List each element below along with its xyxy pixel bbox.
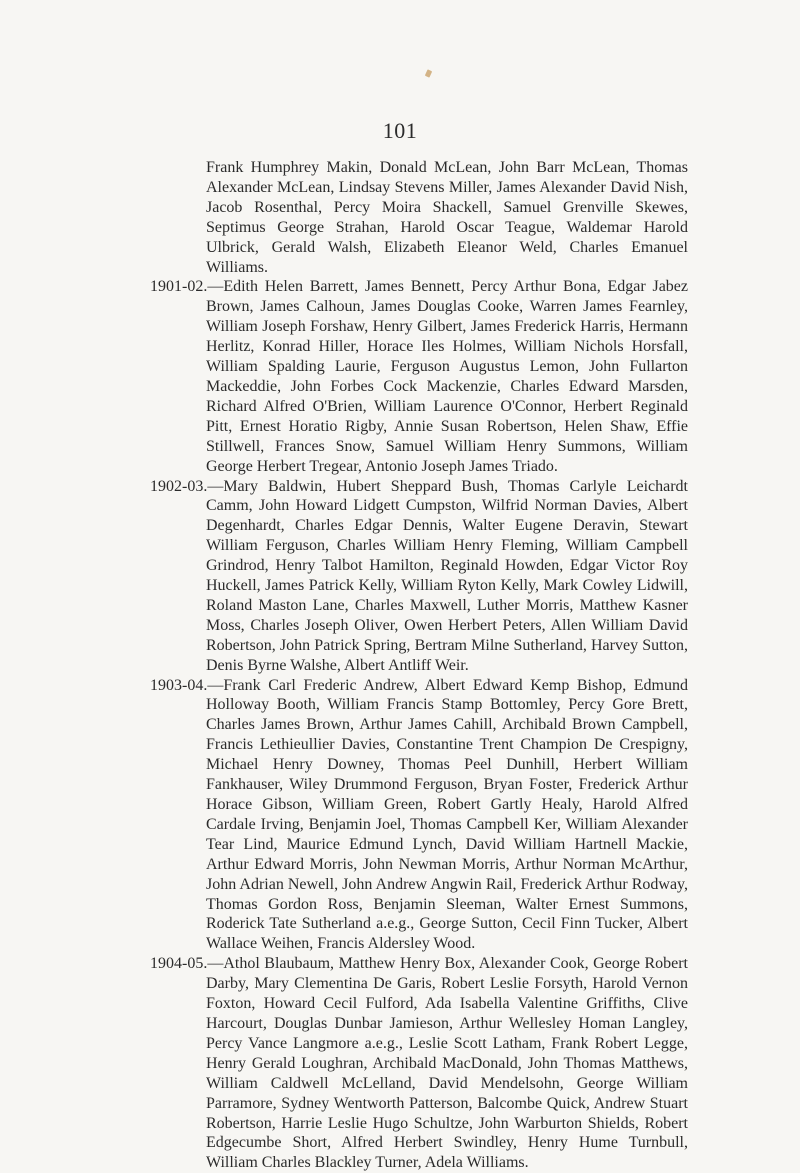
name-list <box>150 158 688 1173</box>
entry-names: —Mary Baldwin, Hubert Sheppard Bush, Thomas Carlyle Leichardt Camm, John Howard Lidgett Cumpston, Wilfrid Norman Davies, Albert Degenhardt, Charles Edgar Dennis, Walter Eugene Deravin, Stewart William Ferguson, Charles William Henry Fleming, William Campbell Grindrod, Henry Talbot Hamilton, Reginald Howden, Edgar Victor Roy Huckell, James Patrick Kelly, William Ryton Kelly, Mark Cowley Lidwill, Roland Maston Lane, Charles Maxwell, Luther Morris, Matthew Kasner Moss, Charles Joseph Oliver, Owen Herbert Peters, Allen William David Robertson, John Patrick Spring, Bertram Milne Sutherland, Harvey Sutton, Denis Byrne Walshe, Albert Antliff Weir. <box>206 477 688 674</box>
entry-1902-03 <box>150 477 688 676</box>
ink-mark <box>425 69 432 77</box>
entry-names: —Frank Carl Frederic Andrew, Albert Edward Kemp Bishop, Edmund Holloway Booth, William Francis Stamp Bottomley, Percy Gore Brett, Charles James Brown, Arthur James Cahill, Archibald Brown Campbell, Francis Lethieullier Davies, Constantine Trent Champion De Crespigny, Michael Henry Downey, Thomas Peel Dunhill, Herbert William Fankhauser, Wiley Drummond Ferguson, Bryan Foster, Frederick Arthur Horace Gibson, William Green, Robert Gartly Healy, Harold Alfred Cardale Irving, Benjamin Joel, Thomas Campbell Ker, William Alexander Tear Lind, Maurice Edmund Lynch, David William Hartnell Mackie, Arthur Edward Morris, John Newman Morris, Arthur Norman McArthur, John Adrian Newell, John Andrew Angwin Rail, Frederick Arthur Rodway, Thomas Gordon Ross, Benjamin Sleeman, Walter Ernest Summons, Roderick Tate Sutherland a.e.g., George Sutton, Cecil Finn Tucker, Albert Wallace Weihen, Francis Aldersley Wood. <box>206 676 688 953</box>
entry-year: 1904-05. <box>150 955 208 973</box>
entry-1903-04 <box>150 676 688 955</box>
entry-year: 1901-02. <box>150 278 208 296</box>
page-number: 101 <box>382 118 418 143</box>
entry-1904-05 <box>150 954 688 1173</box>
entry-year: 1902-03. <box>150 477 208 495</box>
entry-year: 1903-04. <box>150 676 208 694</box>
entry-names: —Athol Blaubaum, Matthew Henry Box, Alexander Cook, George Robert Darby, Mary Clementina De Garis, Robert Leslie Forsyth, Harold Vernon Foxton, Howard Cecil Fulford, Ada Isabella Valentine Griffiths, Clive Harcourt, Douglas Dunbar Jamieson, Arthur Wellesley Homan Langley, Percy Vance Langmore a.e.g., Leslie Scott Latham, Frank Robert Legge, Henry Gerald Loughran, Archibald MacDonald, John Thomas Matthews, William Caldwell McLelland, David Mendelsohn, George William Parramore, Sydney Wentworth Patterson, Balcombe Quick, Andrew Stuart Robertson, Harrie Leslie Hugo Schultze, John Warburton Shields, Robert Edgecumbe Short, Alfred Herbert Swindley, Henry Hume Turnbull, William Charles Blackley Turner, Adela Williams. <box>206 955 688 1172</box>
entry-1901-02 <box>150 277 688 476</box>
entry-names: —Edith Helen Barrett, James Bennett, Percy Arthur Bona, Edgar Jabez Brown, James Calhoun, James Douglas Cooke, Warren James Fearnley, William Joseph Forshaw, Henry Gilbert, James Frederick Harris, Hermann Herlitz, Konrad Hiller, Horace Iles Holmes, William Nichols Horsfall, William Spalding Laurie, Ferguson Augustus Lemon, John Fullarton Mackeddie, John Forbes Cock Mackenzie, Charles Edward Marsden, Richard Alfred O'Brien, William Laurence O'Connor, Herbert Reginald Pitt, Ernest Horatio Rigby, Annie Susan Robertson, Helen Shaw, Effie Stillwell, Frances Snow, Samuel William Henry Summons, William George Herbert Tregear, Antonio Joseph James Triado. <box>206 278 688 475</box>
continuation-paragraph: Frank Humphrey Makin, Donald McLean, John Barr McLean, Thomas Alexander McLean, Lindsay Stevens Miller, James Alexander David Nish, Jacob Rosenthal, Percy Moira Shackell, Samuel Grenville Skewes, Septimus George Strahan, Harold Oscar Teague, Waldemar Harold Ulbrick, Gerald Walsh, Elizabeth Eleanor Weld, Charles Emanuel Williams. <box>206 159 688 276</box>
